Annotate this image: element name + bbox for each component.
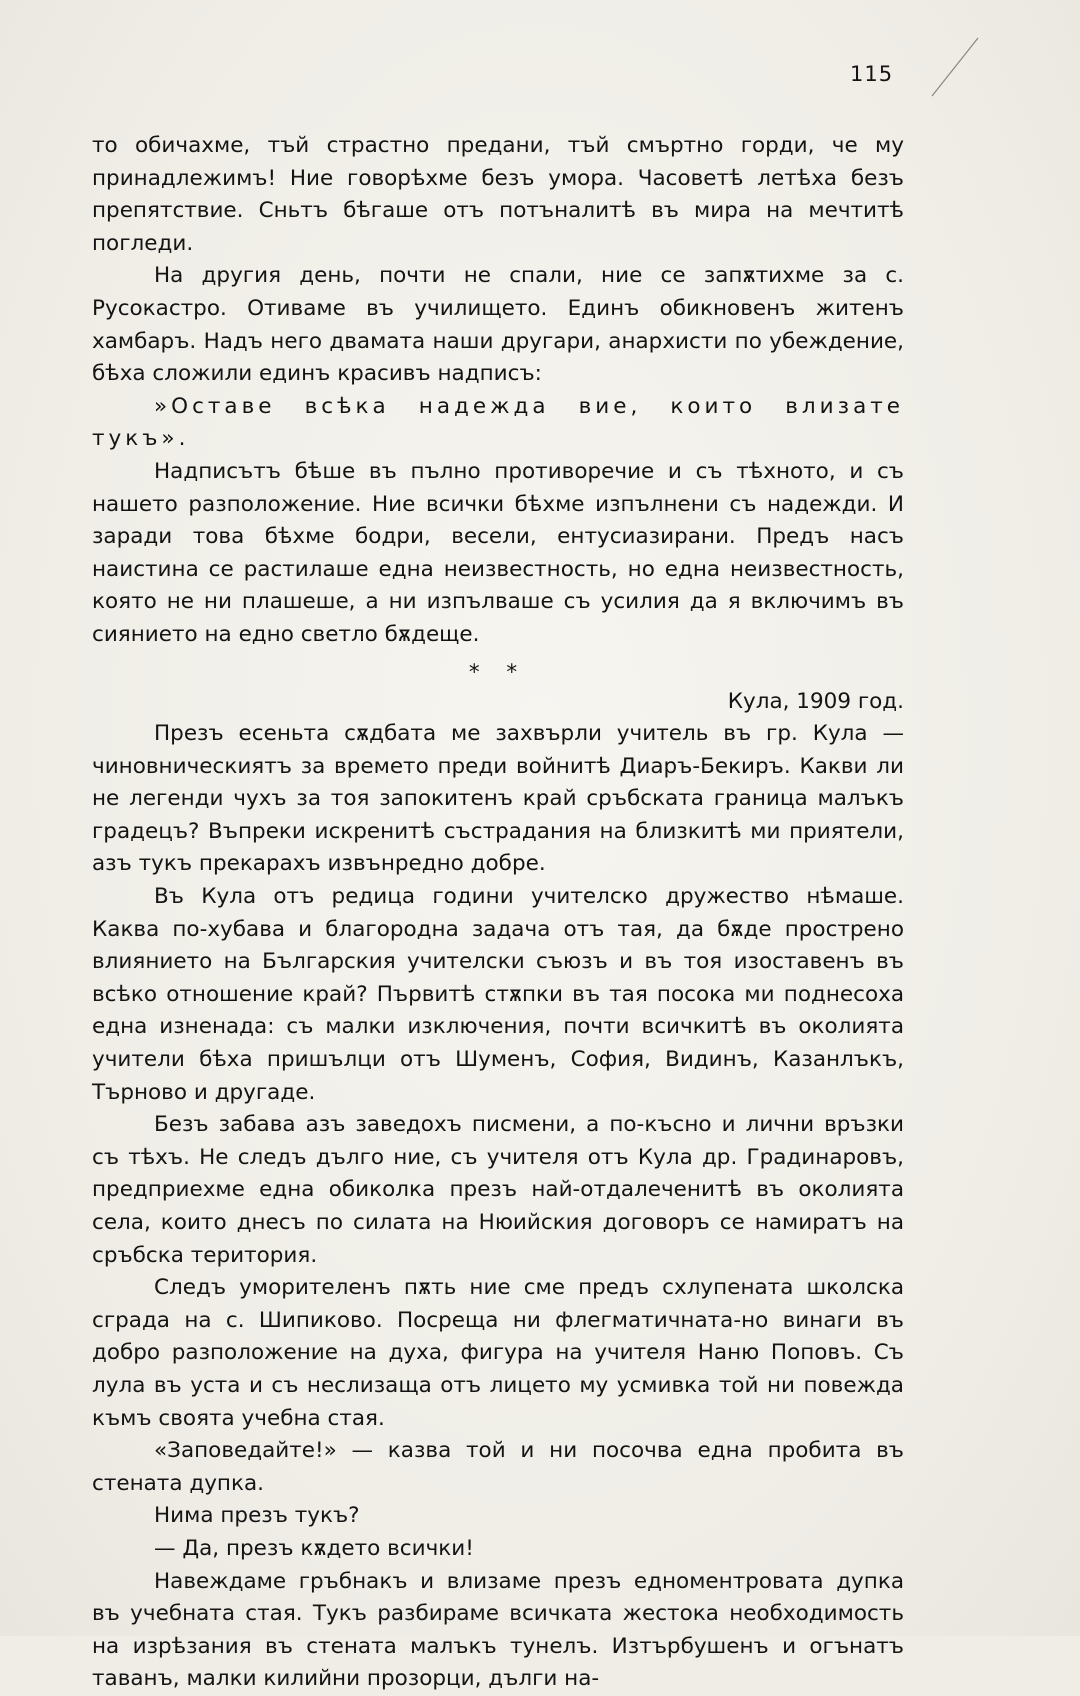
paragraph: Въ Кула отъ редица години учителско дружество нѣмаше. Каква по-хубава и благородна задача отъ тая, да бѫде простренo влиянието на Българския учителски съюзъ и въ тоя изоставенъ въ всѣко отношение край? Първитѣ стѫпки въ тая посока ми поднесоха една изненада: съ малки изключения, почти всичкитѣ въ околията учители бѣха пришълци отъ Шуменъ, София, Видинъ, Казанлъкъ, Търново и другаде. [92,884,904,1105]
paragraph: «Заповедайте!» — казва той и ни посочва една пробита въ стената дупка. [92,1438,904,1496]
section-heading-place-date: Кула, 1909 год. [727,688,904,714]
paragraph: Следъ уморителенъ пѫть ние сме предъ схлупената школска сграда на с. Шипиково. Посреща ни флегматичната-но винаги въ добро разположение на духа, фигура на учителя Наню Поповъ. Съ лула въ уста и съ неслизаща отъ лицето му усмивка той ни повежда къмъ своята учебна стая. [92,1275,904,1431]
paragraph: Навеждаме гръбнакъ и влизаме презъ едноментровата дупка въ учебната стая. Тукъ разбираме всичката жестока необходимость на изрѣзания въ стената малъкъ тунелъ. Изтърбушенъ и огънатъ таванъ, малки килийни прозорци, дълги на- [92,1568,904,1692]
paragraph: — Да, презъ кѫдето всички! [154,1535,474,1561]
paragraph: На другия день, почти не спали, ние се запѫтихме за с. Русокастро. Отиваме въ училището. Единъ обикновенъ житенъ хамбаръ. Надъ него двамата наши другари, анархисти по убеждение, бѣха сложили единъ красивъ надписъ: [92,263,904,387]
page-number: 115 [850,62,894,86]
section-separator: * * [468,659,528,685]
inscription-quote: »Оставе всѣка надежда вие, които влизате тукъ». [92,393,904,452]
paragraph: Нима презъ тукъ? [154,1503,360,1529]
page-corner-line [0,0,1080,140]
paragraph: Надписътъ бѣше въ пълно противоречие и съ тѣхното, и съ нашето разположение. Ние всички бѣхме изпълнени съ надежди. И заради това бѣхме бодри, весели, ентусиазирани. Предъ насъ наистина се растилаше една неизвестность, но една неизвестность, която не ни плашеше, а ни изпълваше съ усилия да я включимъ въ сиянието на едно светло бѫдеще. [92,458,904,647]
paragraph: Презъ есеньта сѫдбата ме захвърли учитель въ гр. Кула — чиновническиятъ за времето преди войнитѣ Диаръ-Бекиръ. Какви ли не легенди чухъ за тоя запокитенъ край сръбската граница малъкъ градецъ? Въпреки искренитѣ състрадания на близкитѣ ми приятели, азъ тукъ прекарахъ извънредно добре. [92,721,904,877]
page-text [92,130,904,1696]
paragraph: то обичахме, тъй страстно предани, тъй смъртно горди, че му принадлежимъ! Ние говорѣхме безъ умора. Часоветѣ летѣха безъ препятствие. Сньтъ бѣгаше отъ потъналитѣ въ мира на мечтитѣ погледи. [92,133,904,256]
paragraph: Безъ забава азъ заведохъ писмени, а по-късно и лични връзки съ тѣхъ. Не следъ дълго ние, съ учителя отъ Кула др. Градинаровъ, предприехме една обиколка презъ най-отдалеченитѣ въ околията села, които днесъ по силата на Нюийския договоръ се намиратъ на сръбска територия. [92,1112,904,1268]
